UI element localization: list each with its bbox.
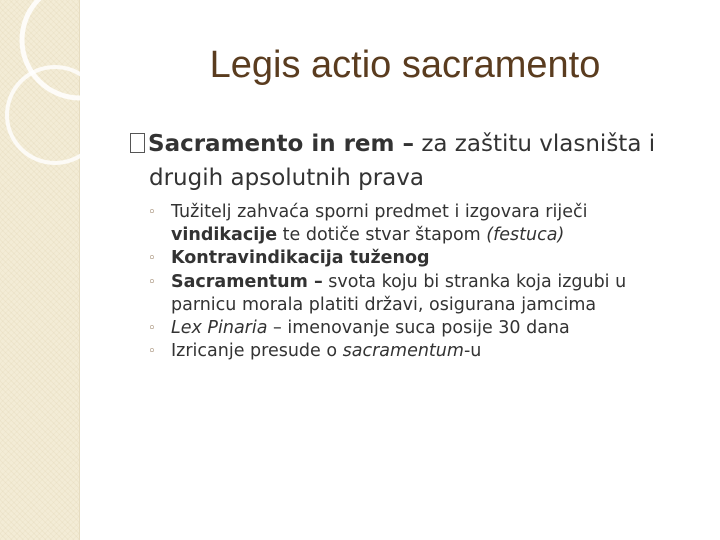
bullet-marker-icon: ◦ bbox=[148, 321, 156, 337]
item-text: Izricanje presude o bbox=[171, 341, 343, 362]
main-bullet-text-cont: drugih apsolutnih prava bbox=[149, 165, 424, 191]
bullet-marker-icon: ◦ bbox=[148, 344, 156, 360]
item-text: – imenovanje suca posije 30 dana bbox=[267, 318, 570, 339]
list-item bbox=[148, 340, 708, 363]
list-item bbox=[148, 201, 708, 247]
main-bullet bbox=[130, 127, 705, 195]
list-item bbox=[148, 247, 708, 270]
item-bold: Kontravindikacija tuženog bbox=[171, 248, 430, 269]
item-italic: sacramentum bbox=[342, 341, 464, 362]
list-item bbox=[148, 317, 708, 340]
item-text: svota koju bi stranka koja izgubi u bbox=[322, 271, 627, 292]
missing-glyph-icon bbox=[130, 133, 145, 153]
main-bullet-text: za zaštitu vlasništa i bbox=[414, 131, 656, 157]
main-bullet-bold: Sacramento in rem – bbox=[148, 131, 415, 157]
bullet-marker-icon: ◦ bbox=[148, 251, 156, 267]
item-bold: vindikacije bbox=[171, 225, 278, 246]
item-text: -u bbox=[463, 341, 482, 362]
item-text: parnicu morala platiti državi, osigurana jamcima bbox=[171, 294, 597, 315]
slide-title: Legis actio sacramento bbox=[209, 44, 601, 86]
item-text: te dotiče stvar štapom bbox=[277, 225, 487, 246]
bullet-marker-icon: ◦ bbox=[148, 274, 156, 290]
item-bold: Sacramentum – bbox=[171, 271, 323, 292]
list-item bbox=[148, 271, 708, 317]
item-italic: Lex Pinaria bbox=[171, 318, 268, 339]
sub-bullet-list bbox=[148, 201, 708, 363]
item-italic: (festuca) bbox=[486, 225, 565, 246]
bullet-marker-icon: ◦ bbox=[148, 205, 156, 220]
item-text: Tužitelj zahvaća sporni predmet i izgovara riječi bbox=[171, 202, 588, 222]
